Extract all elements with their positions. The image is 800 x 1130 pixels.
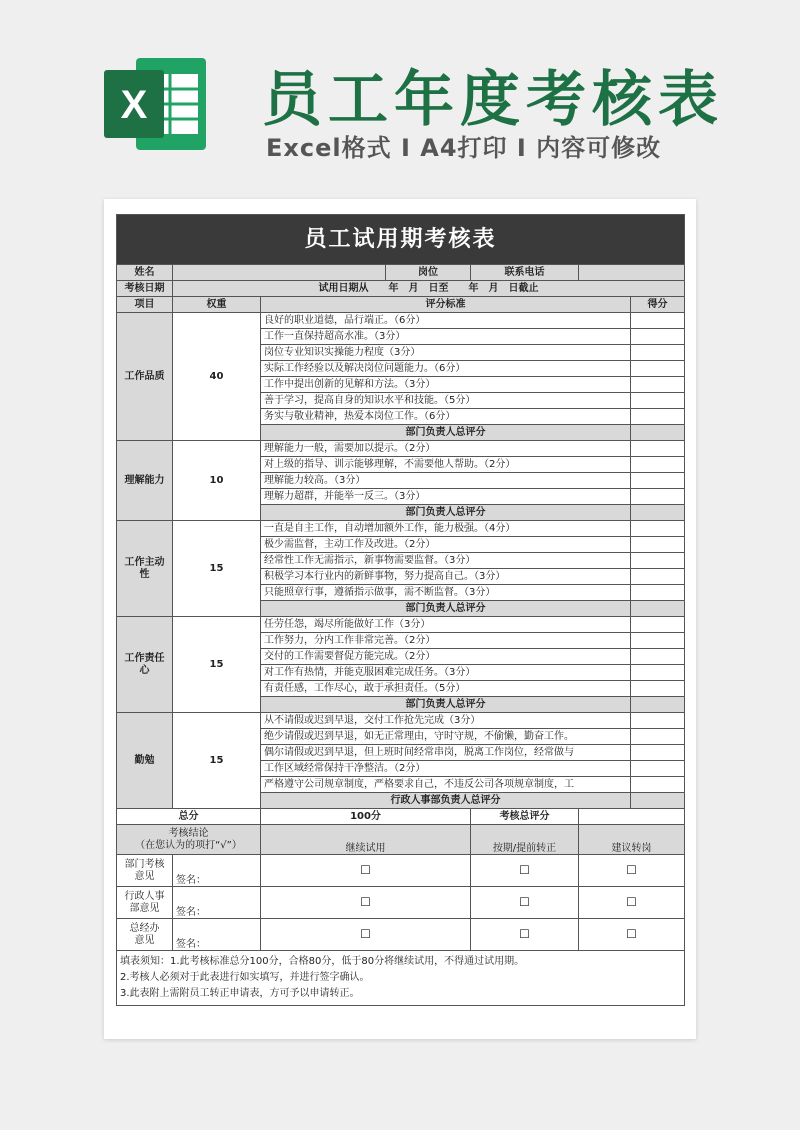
score-cell[interactable] (631, 345, 685, 361)
section-name: 工作品质 (117, 313, 173, 441)
summary-label: 部门负责人总评分 (261, 505, 631, 521)
checkbox-continue[interactable]: ☐ (261, 887, 471, 919)
criteria-text: 理解能力一般，需要加以提示。（2分） (261, 441, 631, 457)
logo-letter: X (120, 83, 148, 127)
opinion-label-line1: 部门考核 (124, 859, 165, 870)
document-page (104, 199, 696, 1039)
excel-logo-icon (100, 48, 212, 160)
note-line-1: 填表须知：1.此考核标准总分100分，合格80分，低于80分将继续试用，不得通过试用期。 (120, 956, 525, 967)
signature-field[interactable]: 签名： (173, 855, 261, 887)
opinion-label (117, 887, 173, 919)
criteria-text: 积极学习本行业内的新鲜事物，努力提高自己。（3分） (261, 569, 631, 585)
conclusion-label-line2: （在您认为的项打“√”） (135, 839, 242, 851)
section-name: 理解能力 (117, 441, 173, 521)
checkbox-continue[interactable]: ☐ (261, 855, 471, 887)
criteria-text: 只能照章行事，遵循指示做事，需不断监督。（3分） (261, 585, 631, 601)
header-criteria: 评分标准 (261, 297, 631, 313)
score-cell[interactable] (631, 409, 685, 425)
score-cell[interactable] (631, 377, 685, 393)
criteria-text: 一直是自主工作，自动增加额外工作，能力极强。（4分） (261, 521, 631, 537)
signature-field[interactable]: 签名： (173, 887, 261, 919)
score-cell[interactable] (631, 585, 685, 601)
criteria-row (117, 713, 685, 729)
criteria-text: 善于学习，提高自身的知识水平和技能。（5分） (261, 393, 631, 409)
criteria-text: 工作中提出创新的见解和方法。（3分） (261, 377, 631, 393)
score-cell[interactable] (631, 729, 685, 745)
score-cell[interactable] (631, 473, 685, 489)
sheet-title: 员工试用期考核表 (117, 215, 685, 265)
criteria-text: 经常性工作无需指示，新事物需要监督。（3分） (261, 553, 631, 569)
option-confirm: 按期/提前转正 (471, 825, 579, 855)
summary-label: 行政人事部负责人总评分 (261, 793, 631, 809)
criteria-row (117, 521, 685, 537)
score-cell[interactable] (631, 361, 685, 377)
summary-score-cell[interactable] (631, 601, 685, 617)
score-cell[interactable] (631, 441, 685, 457)
criteria-row (117, 441, 685, 457)
opinion-row (117, 919, 685, 951)
note-line-3: 3.此表附上需附员工转正申请表，方可予以申请转正。 (120, 988, 360, 999)
opinion-label-line2: 部意见 (129, 902, 160, 914)
score-cell[interactable] (631, 553, 685, 569)
score-cell[interactable] (631, 569, 685, 585)
checkbox-confirm[interactable]: ☐ (471, 887, 579, 919)
score-cell[interactable] (631, 713, 685, 729)
total-eval-field[interactable] (579, 809, 685, 825)
checkbox-transfer[interactable]: ☐ (579, 919, 685, 951)
conclusion-label-line1: 考核结论 (168, 828, 209, 839)
opinion-label-line1: 行政人事 (124, 891, 165, 902)
opinion-row (117, 887, 685, 919)
name-field[interactable] (173, 265, 386, 281)
score-cell[interactable] (631, 537, 685, 553)
checkbox-transfer[interactable]: ☐ (579, 887, 685, 919)
banner-subtitle: Excel格式 I A4打印 I 内容可修改 (266, 134, 662, 162)
phone-label: 联系电话 (471, 265, 579, 281)
section-weight: 40 (173, 313, 261, 441)
score-cell[interactable] (631, 313, 685, 329)
score-cell[interactable] (631, 777, 685, 793)
summary-score-cell[interactable] (631, 793, 685, 809)
score-cell[interactable] (631, 521, 685, 537)
section-name: 工作责任心 (117, 617, 173, 713)
section-weight: 15 (173, 617, 261, 713)
summary-label: 部门负责人总评分 (261, 697, 631, 713)
criteria-text: 严格遵守公司规章制度，严格要求自己，不违反公司各项规章制度，工 (261, 777, 631, 793)
conclusion-label (117, 825, 261, 855)
criteria-text: 良好的职业道德，品行端正。（6分） (261, 313, 631, 329)
summary-score-cell[interactable] (631, 425, 685, 441)
opinion-label-line1: 总经办 (129, 923, 160, 934)
criteria-text: 务实与敬业精神，热爱本岗位工作。（6分） (261, 409, 631, 425)
note-line-2: 2.考核人必须对于此表进行如实填写，并进行签字确认。 (120, 972, 370, 983)
summary-label: 部门负责人总评分 (261, 601, 631, 617)
position-label: 岗位 (386, 265, 471, 281)
score-cell[interactable] (631, 665, 685, 681)
summary-score-cell[interactable] (631, 505, 685, 521)
criteria-text: 任劳任怨，竭尽所能做好工作（3分） (261, 617, 631, 633)
criteria-text: 极少需监督，主动工作及改进。（2分） (261, 537, 631, 553)
total-eval-label: 考核总评分 (471, 809, 579, 825)
criteria-row (117, 313, 685, 329)
option-continue: 继续试用 (261, 825, 471, 855)
header-score: 得分 (631, 297, 685, 313)
criteria-text: 偶尔请假或迟到早退，但上班时间经常串岗，脱离工作岗位，经常做与 (261, 745, 631, 761)
banner-title: 员工年度考核表 (262, 65, 724, 135)
section-name: 勤勉 (117, 713, 173, 809)
header-weight: 权重 (173, 297, 261, 313)
criteria-text: 工作努力，分内工作非常完善。（2分） (261, 633, 631, 649)
criteria-text: 绝少请假或迟到早退，如无正常理由，守时守规，不偷懒，勤奋工作。 (261, 729, 631, 745)
summary-score-cell[interactable] (631, 697, 685, 713)
assessment-sheet (116, 214, 684, 1006)
criteria-text: 交付的工作需要督促方能完成。（2分） (261, 649, 631, 665)
score-cell[interactable] (631, 633, 685, 649)
criteria-text: 实际工作经验以及解决岗位问题能力。（6分） (261, 361, 631, 377)
criteria-text: 工作一直保持超高水准。（3分） (261, 329, 631, 345)
signature-field[interactable]: 签名： (173, 919, 261, 951)
checkbox-confirm[interactable]: ☐ (471, 855, 579, 887)
checkbox-continue[interactable]: ☐ (261, 919, 471, 951)
option-transfer: 建议转岗 (579, 825, 685, 855)
criteria-text: 对工作有热情，并能克服困难完成任务。（3分） (261, 665, 631, 681)
score-cell[interactable] (631, 761, 685, 777)
score-cell[interactable] (631, 681, 685, 697)
date-label: 考核日期 (117, 281, 173, 297)
header-banner (0, 0, 800, 190)
checkbox-transfer[interactable]: ☐ (579, 855, 685, 887)
criteria-text: 从不请假或迟到早退，交付工作抢先完成（3分） (261, 713, 631, 729)
checkbox-confirm[interactable]: ☐ (471, 919, 579, 951)
score-cell[interactable] (631, 329, 685, 345)
criteria-text: 理解力超群，并能举一反三。（3分） (261, 489, 631, 505)
criteria-text: 岗位专业知识实操能力程度（3分） (261, 345, 631, 361)
trial-period-text[interactable]: 试用日期从 年 月 日至 年 月 日截止 (173, 281, 685, 297)
opinion-row (117, 855, 685, 887)
opinion-label-line2: 意见 (134, 934, 155, 946)
total-value: 100分 (261, 809, 471, 825)
criteria-text: 对上级的指导、训示能够理解，不需要他人帮助。（2分） (261, 457, 631, 473)
section-name: 工作主动性 (117, 521, 173, 617)
opinion-label (117, 855, 173, 887)
criteria-text: 理解能力较高。（3分） (261, 473, 631, 489)
section-weight: 15 (173, 713, 261, 809)
notes (117, 951, 685, 1006)
score-cell[interactable] (631, 649, 685, 665)
header-item: 项目 (117, 297, 173, 313)
opinion-label (117, 919, 173, 951)
criteria-text: 有责任感，工作尽心，敢于承担责任。（5分） (261, 681, 631, 697)
total-label: 总分 (117, 809, 261, 825)
name-label: 姓名 (117, 265, 173, 281)
criteria-text: 工作区域经常保持干净整洁。（2分） (261, 761, 631, 777)
phone-field[interactable] (579, 265, 685, 281)
summary-label: 部门负责人总评分 (261, 425, 631, 441)
score-cell[interactable] (631, 457, 685, 473)
assessment-table (116, 214, 685, 1006)
score-cell[interactable] (631, 393, 685, 409)
criteria-row (117, 617, 685, 633)
section-weight: 15 (173, 521, 261, 617)
section-weight: 10 (173, 441, 261, 521)
score-cell[interactable] (631, 745, 685, 761)
score-cell[interactable] (631, 489, 685, 505)
score-cell[interactable] (631, 617, 685, 633)
opinion-label-line2: 意见 (134, 870, 155, 882)
